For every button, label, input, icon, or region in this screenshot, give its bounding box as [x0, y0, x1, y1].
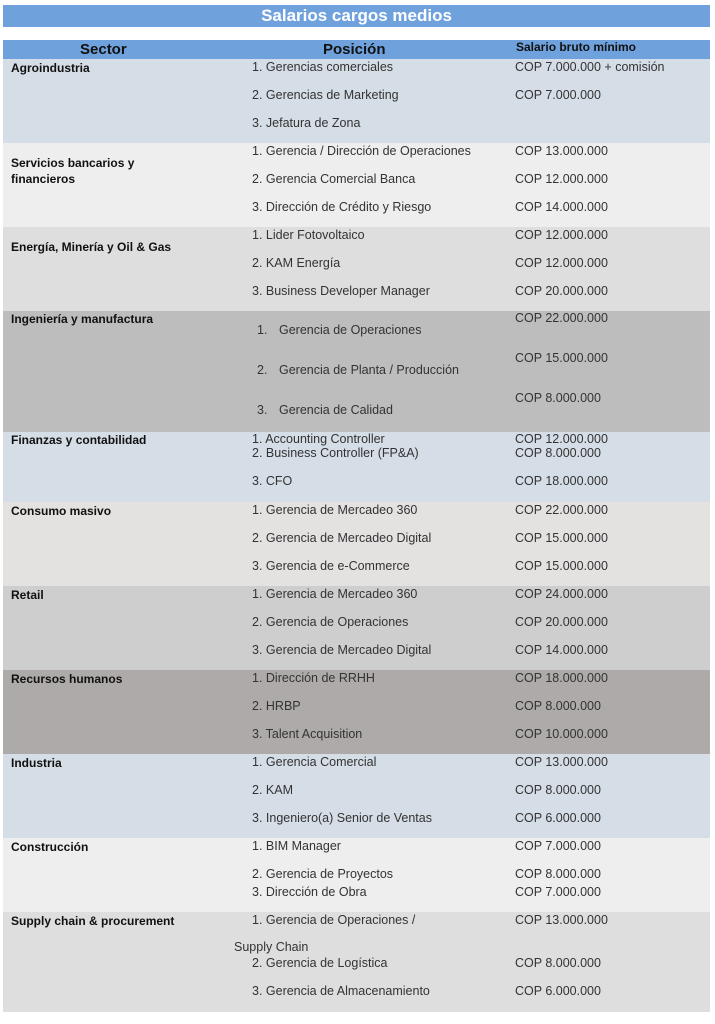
position-item: 2. Gerencia de Proyectos [252, 867, 394, 881]
sector-row-ingenieria [3, 311, 710, 432]
salary-value: COP 14.000.000 [515, 200, 608, 214]
salary-value: COP 18.000.000 [515, 671, 608, 685]
sector-row-industria [3, 754, 710, 838]
position-item: 1. Gerencias comerciales [252, 60, 394, 74]
position-item: 1. Gerencia de Mercadeo 360 [252, 503, 418, 517]
salary-value: COP 15.000.000 [515, 559, 608, 573]
position-item: Gerencia de Operaciones [279, 323, 422, 337]
position-item: 2. Gerencia Comercial Banca [252, 172, 416, 186]
salary-value: COP 24.000.000 [515, 587, 608, 601]
sector-name: Supply chain & procurement [11, 914, 175, 928]
position-item: Gerencia de Calidad [279, 403, 393, 417]
salary-value: COP 18.000.000 [515, 474, 608, 488]
position-item: 3. Business Developer Manager [252, 284, 430, 298]
salary-value: COP 20.000.000 [515, 615, 608, 629]
sector-row-finanzas [3, 432, 710, 502]
sector-row-energia [3, 227, 710, 311]
position-item: 3. Gerencia de e-Commerce [252, 559, 410, 573]
sector-row-recursos-humanos [3, 670, 710, 754]
position-item: Supply Chain [234, 940, 309, 954]
salary-value: COP 13.000.000 [515, 913, 608, 927]
header-sector: Sector [80, 41, 127, 58]
sector-row-supply-chain [3, 912, 710, 1012]
position-item: 1. Dirección de RRHH [252, 671, 375, 685]
salary-value: COP 7.000.000 + comisión [515, 60, 665, 74]
salary-value: COP 8.000.000 [515, 867, 601, 881]
position-item: 3. Ingeniero(a) Senior de Ventas [252, 811, 432, 825]
position-item: 2. KAM Energía [252, 256, 341, 270]
salary-value: COP 15.000.000 [515, 351, 608, 365]
position-item: 1. Gerencia / Dirección de Operaciones [252, 144, 471, 158]
position-item: 3. Dirección de Obra [252, 885, 367, 899]
salary-value: COP 22.000.000 [515, 311, 608, 325]
table-title: Salarios cargos medios [3, 5, 710, 27]
position-item: 1. Gerencia Comercial [252, 755, 377, 769]
sector-name: Retail [11, 588, 44, 602]
salary-value: COP 6.000.000 [515, 984, 601, 998]
salary-value: COP 12.000.000 [515, 228, 608, 242]
position-item: 3. CFO [252, 474, 293, 488]
sector-row-agroindustria [3, 59, 710, 143]
position-item: 2. HRBP [252, 699, 301, 713]
position-item: 2. Business Controller (FP&A) [252, 446, 419, 460]
position-number: 1. [257, 323, 268, 337]
salary-value: COP 13.000.000 [515, 755, 608, 769]
salary-value: COP 8.000.000 [515, 699, 601, 713]
sector-row-servicios-bancarios [3, 143, 710, 227]
salary-value: COP 22.000.000 [515, 503, 608, 517]
position-number: 2. [257, 363, 268, 377]
salary-value: COP 20.000.000 [515, 284, 608, 298]
sector-name: Construcción [11, 840, 89, 854]
sector-name: Industria [11, 756, 62, 770]
table-header [3, 40, 710, 59]
salary-value: COP 15.000.000 [515, 531, 608, 545]
salary-value: COP 12.000.000 [515, 432, 608, 446]
salary-value: COP 7.000.000 [515, 885, 601, 899]
sector-row-construccion [3, 838, 710, 912]
position-number: 3. [257, 403, 268, 417]
sector-name: Consumo masivo [11, 504, 112, 518]
salary-value: COP 12.000.000 [515, 256, 608, 270]
salary-value: COP 7.000.000 [515, 839, 601, 853]
salary-value: COP 8.000.000 [515, 446, 601, 460]
position-item: 2. KAM [252, 783, 293, 797]
position-item: 2. Gerencias de Marketing [252, 88, 399, 102]
salary-value: COP 14.000.000 [515, 643, 608, 657]
salary-value: COP 10.000.000 [515, 727, 608, 741]
position-item: 3. Gerencia de Mercadeo Digital [252, 643, 432, 657]
position-item: 1. Lider Fotovoltaico [252, 228, 365, 242]
position-item: 2. Gerencia de Logística [252, 956, 388, 970]
salary-value: COP 8.000.000 [515, 391, 601, 405]
sector-name: Recursos humanos [11, 672, 123, 686]
salary-value: COP 6.000.000 [515, 811, 601, 825]
position-item: 2. Gerencia de Mercadeo Digital [252, 531, 432, 545]
position-item: 1. Accounting Controller [252, 432, 385, 446]
position-item: 3. Jefatura de Zona [252, 116, 361, 130]
position-item: Gerencia de Planta / Producción [279, 363, 459, 377]
position-item: 3. Dirección de Crédito y Riesgo [252, 200, 432, 214]
position-item: 1. Gerencia de Operaciones / [252, 913, 416, 927]
header-position: Posición [323, 41, 386, 58]
sector-name: Ingeniería y manufactura [11, 312, 154, 326]
position-item: 1. Gerencia de Mercadeo 360 [252, 587, 418, 601]
position-item: 1. BIM Manager [252, 839, 341, 853]
salary-value: COP 8.000.000 [515, 783, 601, 797]
salary-value: COP 8.000.000 [515, 956, 601, 970]
sector-row-retail [3, 586, 710, 670]
header-salary: Salario bruto mínimo [516, 40, 637, 54]
position-item: 3. Talent Acquisition [252, 727, 363, 741]
position-item: 3. Gerencia de Almacenamiento [252, 984, 430, 998]
salary-value: COP 12.000.000 [515, 172, 608, 186]
sector-name: Agroindustria [11, 61, 90, 75]
sector-name: Servicios bancarios y financieros [11, 156, 135, 186]
position-item: 2. Gerencia de Operaciones [252, 615, 409, 629]
sector-name: Finanzas y contabilidad [11, 433, 147, 447]
salary-value: COP 7.000.000 [515, 88, 601, 102]
sector-row-consumo-masivo [3, 502, 710, 586]
salary-value: COP 13.000.000 [515, 144, 608, 158]
sector-name: Energía, Minería y Oil & Gas [11, 240, 172, 254]
